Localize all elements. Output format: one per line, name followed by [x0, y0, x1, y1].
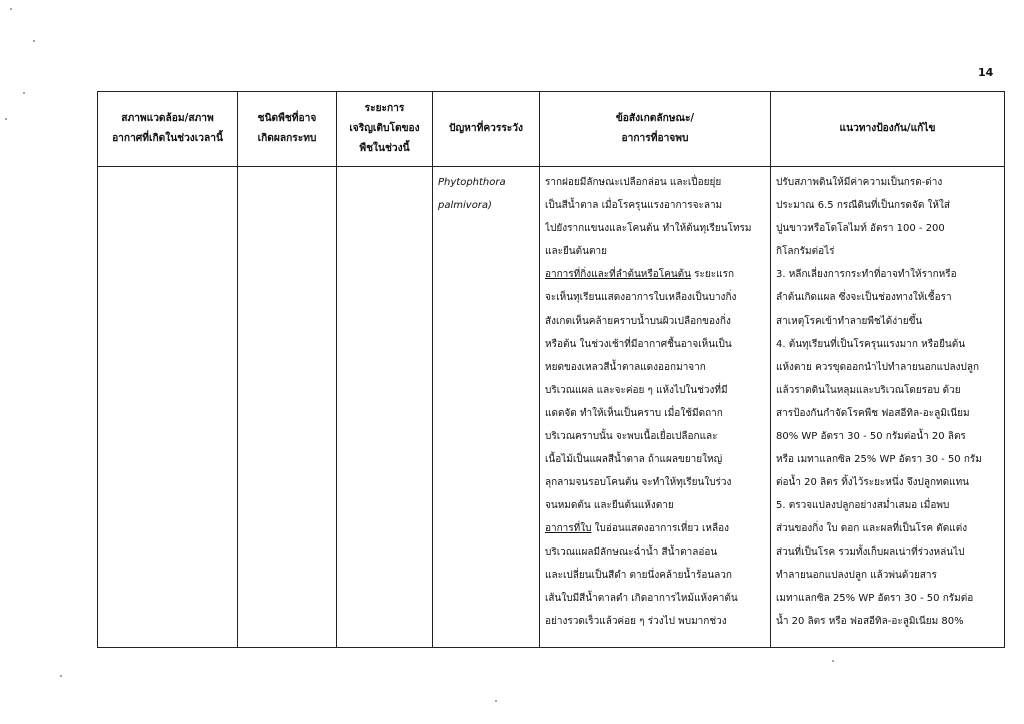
solution-line: ส่วนของกิ่ง ใบ ดอก และผลที่เป็นโรค ตัดแต่ง [776, 523, 968, 535]
symptom-text: อย่างรวดเร็วแล้วค่อย ๆ ร่วงไป พบมากช่วง [545, 615, 727, 627]
symptom-text: เส้นใบมีสีน้ำตาลดำ เกิดอาการไหม้แห้งคาต้น [545, 592, 738, 604]
symptom-text: จะเห็นทุเรียนแสดงอาการใบเหลืองเป็นบางกิ่ง [545, 292, 737, 304]
symptom-text: หยดของเหลวสีน้ำตาลแดงออกมาจาก [545, 361, 706, 373]
symptom-text: บริเวณแผลมีลักษณะฉ่ำน้ำ สีน้ำตาลอ่อน [545, 546, 718, 558]
symptom-line [545, 310, 767, 333]
symptom-text: และยืนต้นตาย [545, 246, 607, 258]
symptom-line [545, 494, 767, 517]
solution-line: ลำต้นเกิดแผล ซึ่งจะเป็นช่องทางให้เชื้อรา [776, 292, 952, 304]
header-problems-line1: ปัญหาที่ควรระวัง [449, 123, 523, 134]
scan-speck [23, 92, 25, 94]
header-symptoms-line1: ข้อสังเกตลักษณะ/ [615, 113, 695, 124]
symptom-line [545, 356, 767, 379]
solution-line: ต่อน้ำ 20 ลิตร ทิ้งไว้ระยะหนึ่ง จึงปลูกทดแทน [776, 477, 970, 489]
scan-speck [10, 8, 12, 10]
header-solutions-line1: แนวทางป้องกัน/แก้ไข [839, 123, 936, 134]
symptom-line [545, 333, 767, 356]
cell-problem [433, 167, 540, 648]
header-environment [98, 92, 238, 167]
solution-line: สารป้องกันกำจัดโรคพืช ฟอสอีทิล-อะลูมิเนียม [776, 407, 970, 419]
cell-environment [98, 167, 238, 648]
solution-line: แห้งตาย ควรขุดออกนำไปทำลายนอกแปลงปลูก [776, 361, 980, 373]
scan-speck [60, 675, 62, 677]
symptom-heading: อาการที่กิ่งและที่ลำต้นหรือโคนต้น [545, 269, 691, 281]
solution-line: น้ำ 20 ลิตร หรือ ฟอสอีทิล-อะลูมิเนียม 80% [776, 615, 964, 627]
symptom-line [545, 402, 767, 425]
solution-line: ปูนขาวหรือโดโลไมท์ อัตรา 100 - 200 [776, 223, 945, 235]
header-growth-stage-line2: เจริญเติบโตของ [349, 123, 420, 134]
symptom-line [545, 448, 767, 471]
symptom-text: สังเกตเห็นคล้ายคราบน้ำบนผิวเปลือกของกิ่ง [545, 315, 731, 327]
header-growth-stage-line3: พืชในช่วงนี้ [359, 143, 410, 154]
solution-line: ปรับสภาพดินให้มีค่าความเป็นกรด-ด่าง [776, 177, 943, 188]
cell-growth-stage [337, 167, 433, 648]
symptom-line [545, 171, 767, 194]
symptom-line [545, 263, 767, 286]
scan-speck [832, 660, 834, 662]
solution-line: 5. ตรวจแปลงปลูกอย่างสม่ำเสมอ เมื่อพบ [776, 500, 950, 512]
solution-line: ส่วนที่เป็นโรค รวมทั้งเก็บผลเน่าที่ร่วงหล่นไป [776, 546, 965, 558]
symptom-text: ใบอ่อนแสดงอาการเหี่ยว เหลือง [591, 523, 730, 535]
header-symptoms [540, 92, 771, 167]
header-row [98, 92, 1005, 167]
symptom-line [545, 286, 767, 309]
solution-line: หรือ เมทาแลกซิล 25% WP อัตรา 30 - 50 กรัม [776, 454, 982, 466]
header-affected-plants-line2: เกิดผลกระทบ [257, 133, 317, 144]
scan-speck [5, 118, 7, 120]
header-growth-stage [337, 92, 433, 167]
symptom-heading: อาการที่ใบ [545, 523, 592, 535]
symptom-text: ไปยังรากแขนงและโคนต้น ทำให้ต้นทุเรียนโทรม [545, 223, 752, 235]
solution-line: สาเหตุโรคเข้าทำลายพืชได้ง่ายขึ้น [776, 315, 923, 327]
symptom-line [545, 425, 767, 448]
symptom-text: เนื้อไม้เป็นแผลสีน้ำตาล ถ้าแผลขยายใหญ่ [545, 454, 723, 466]
header-growth-stage-line1: ระยะการ [364, 103, 405, 114]
cell-symptoms [540, 167, 771, 648]
scan-speck [495, 700, 497, 702]
symptom-text: และเปลี่ยนเป็นสีดำ ตายนึ่งคล้ายน้ำร้อนลวก [545, 569, 732, 581]
solution-line: 80% WP อัตรา 30 - 50 กรัมต่อน้ำ 20 ลิตร [776, 431, 966, 443]
header-affected-plants [238, 92, 337, 167]
problem-line: Phytophthora [438, 177, 506, 188]
symptom-line [545, 587, 767, 610]
header-symptoms-line2: อาการที่อาจพบ [621, 133, 689, 144]
symptom-text: บริเวณแผล และจะค่อย ๆ แห้งไปในช่วงที่มี [545, 384, 728, 396]
page-number: 14 [978, 66, 994, 79]
symptom-line [545, 217, 767, 240]
solution-line: ทำลายนอกแปลงปลูก แล้วพ่นด้วยสาร [776, 569, 937, 581]
symptom-text: ระยะแรก [691, 269, 735, 281]
symptom-text: จนหมดต้น และยืนต้นแห้งตาย [545, 500, 674, 512]
symptom-line [545, 240, 767, 263]
symptom-text: เป็นสีน้ำตาล เมื่อโรครุนแรงอาการจะลาม [545, 200, 723, 212]
solution-line: เมทาแลกซิล 25% WP อัตรา 30 - 50 กรัมต่อ [776, 592, 974, 604]
symptom-text: หรือต้น ในช่วงเช้าที่มีอากาศชื้นอาจเห็นเป็น [545, 338, 732, 350]
solution-line: 3. หลีกเลี่ยงการกระทำที่อาจทำให้รากหรือ [776, 269, 957, 281]
symptom-line [545, 194, 767, 217]
symptom-line [545, 379, 767, 402]
problem-line: palmivora) [438, 200, 492, 212]
symptom-text: บริเวณคราบนั้น จะพบเนื้อเยื่อเปลือกและ [545, 431, 718, 443]
symptom-line [545, 517, 767, 540]
header-environment-line2: อากาศที่เกิดในช่วงเวลานี้ [112, 133, 223, 144]
symptom-text: ลุกลามจนรอบโคนต้น จะทำให้ทุเรียนใบร่วง [545, 477, 732, 489]
table-row [98, 167, 1005, 648]
solution-line: 4. ต้นทุเรียนที่เป็นโรครุนแรงมาก หรือยืนต้น [776, 338, 966, 350]
symptom-line [545, 471, 767, 494]
header-environment-line1: สภาพแวดล้อม/สภาพ [121, 113, 214, 124]
symptom-line [545, 541, 767, 564]
symptom-line [545, 610, 767, 633]
solution-line: ประมาณ 6.5 กรณีดินที่เป็นกรดจัด ให้ใส่ [776, 200, 950, 212]
solution-line: แล้วราดดินในหลุมและบริเวณโดยรอบ ด้วย [776, 384, 961, 396]
cell-solutions [771, 167, 1005, 648]
header-solutions [771, 92, 1005, 167]
solution-line: กิโลกรัมต่อไร่ [776, 246, 835, 258]
header-affected-plants-line1: ชนิดพืชที่อาจ [257, 113, 317, 124]
symptom-text: แดดจัด ทำให้เห็นเป็นคราบ เมื่อใช้มีดถาก [545, 407, 723, 419]
header-problems [433, 92, 540, 167]
scan-speck [33, 40, 35, 42]
symptom-text: รากฝอยมีลักษณะเปลือกล่อน และเปื่อยยุ่ย [545, 177, 722, 188]
cell-affected-plants [238, 167, 337, 648]
symptom-line [545, 564, 767, 587]
pest-management-table [97, 91, 1005, 648]
